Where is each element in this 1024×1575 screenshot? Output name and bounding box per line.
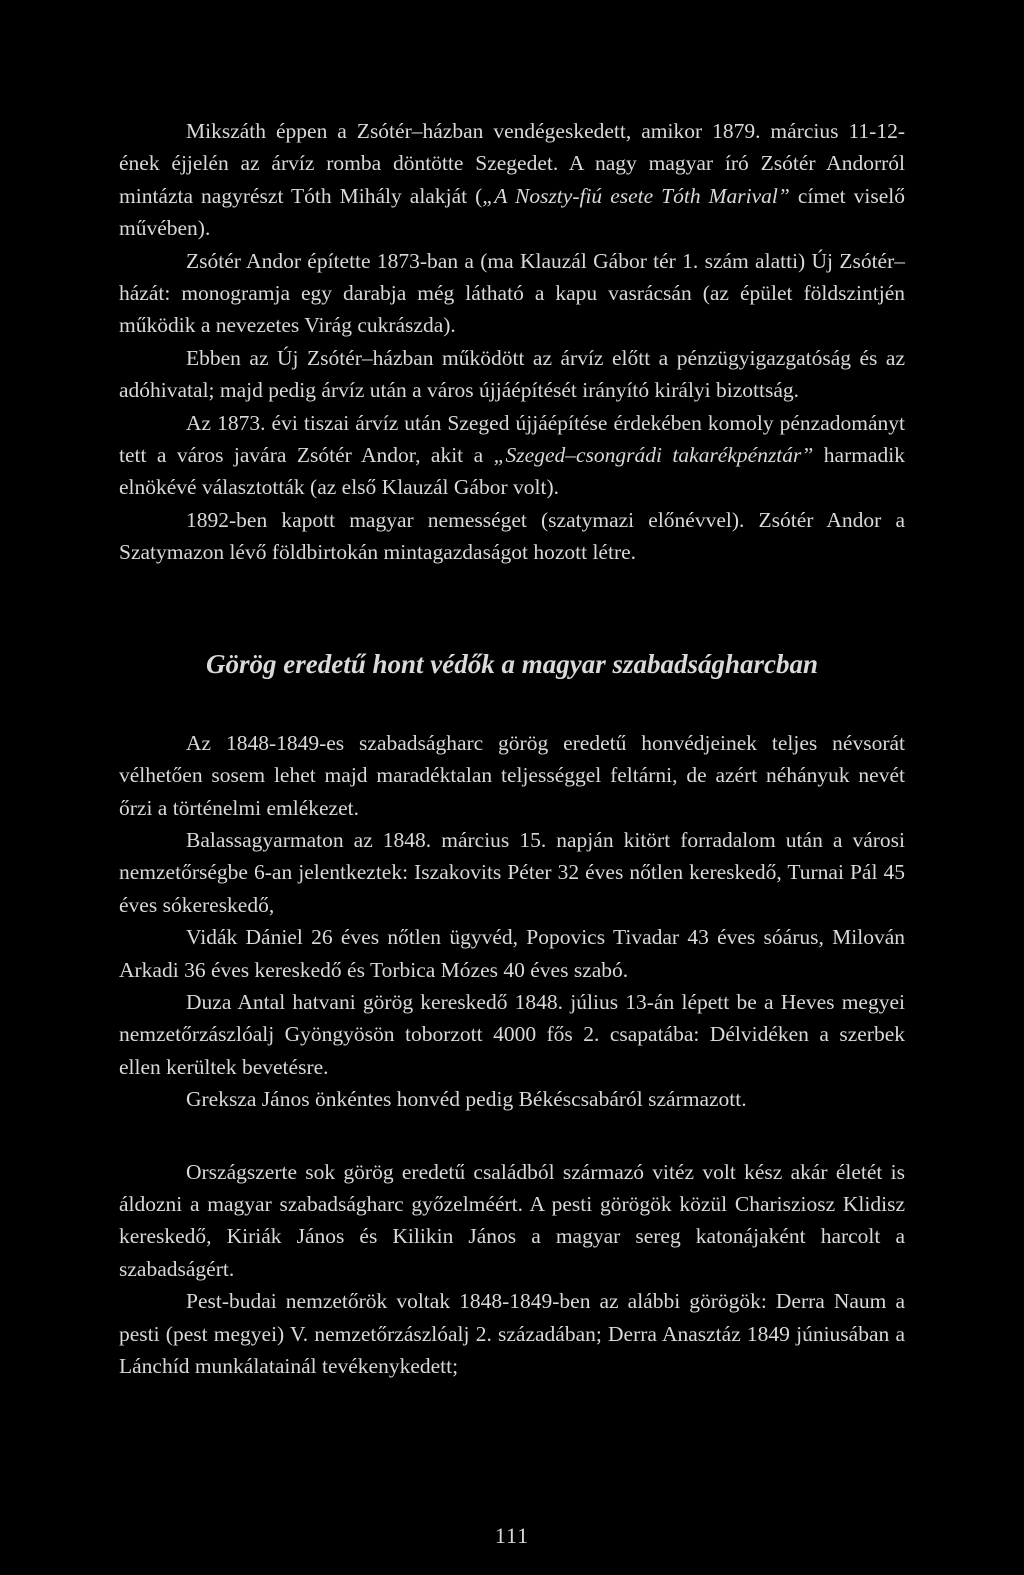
paragraph [119, 115, 905, 245]
page-body [119, 115, 905, 1382]
paragraph: Ebben az Új Zsótér–házban működött az árvíz előtt a pénzügyigazgatóság és az adóhivatal; majd pedig árvíz után a város újjáépítését irányító királyi bizottság. [119, 345, 905, 403]
paragraph: Pest-budai nemzetőrök voltak 1848-1849-ben az alábbi görögök: Derra Naum a pesti (pest megyei) V. nemzetőrzászlóalj 2. századában; Derra Anasztáz 1849 júniusában a Lánchíd munkálatainál tevékenykedett; [119, 1289, 905, 1378]
paragraph-text: Mikszáth éppen a Zsótér–házban vendégeskedett, amikor 1879. március 11-12-ének éjjelén az árvíz romba döntötte Szegedet. A nagy magyar író Zsótér Andorról mintázta nagyrészt Tóth Mihály alakját ( [119, 119, 905, 208]
section-pest-greeks [119, 1156, 905, 1383]
paragraph: Az 1848-1849-es szabadságharc görög eredetű honvédjeinek teljes névsorát vélhetően sosem lehet majd maradéktalan teljességgel feltárni, de azért néhányuk nevét őrzi a történelmi emlékezet. [119, 730, 905, 820]
paragraph: Zsótér Andor építette 1873-ban a (ma Klauzál Gábor tér 1. szám alatti) Új Zsótér–házát: monogramja egy darabja még látható a kapu vasrácsán (az épület földszintjén működik a nevezetes Virág cukrászda). [119, 248, 905, 338]
book-title: „A Noszty-fiú esete Tóth Marival” [482, 183, 790, 208]
paragraph: Greksza János önkéntes honvéd pedig Békéscsabáról származott. [186, 1087, 747, 1112]
section-heading: Görög eredetű hont védők a magyar szabadságharcban [205, 648, 819, 679]
institution-name: „Szeged–csongrádi takarékpénztár” [493, 443, 814, 468]
paragraph-text: harmadik elnökévé választották (az első Klauzál Gábor volt). [119, 443, 905, 500]
page-number: 111 [494, 1523, 530, 1548]
paragraph-text: Az 1873. évi tiszai árvíz után Szeged újjáépítése érdekében komoly pénzadományt tett a város javára Zsótér Andor, akit a [119, 410, 905, 468]
section-gap [119, 1116, 905, 1156]
paragraph: 1892-ben kapott magyar nemességet (szatymazi előnévvel). Zsótér Andor a Szatymazon lévő földbirtokán mintagazdaságot hozott létre. [119, 507, 905, 565]
section-zsoter [119, 115, 905, 569]
paragraph: Vidák Dániel 26 éves nőtlen ügyvéd, Popovics Tivadar 43 éves sóárus, Milován Arkadi 36 éves kereskedő és Torbica Mózes 40 éves szabó. [119, 925, 905, 982]
paragraph: Duza Antal hatvani görög kereskedő 1848. július 13-án lépett be a Heves megyei nemzetőrzászlóalj Gyöngyösön toborzott 4000 fős 2. csapatába: Délvidéken a szerbek ellen kerültek bevetésre. [119, 989, 905, 1079]
paragraph: Balassagyarmaton az 1848. március 15. napján kitört forradalom után a városi nemzetőrségbe 6-an jelentkeztek: Iszakovits Péter 32 éves nőtlen kereskedő, Turnai Pál 45 éves sókereskedő, [119, 827, 905, 917]
paragraph: Országszerte sok görög eredetű családból származó vitéz volt kész akár életét is áldozni a magyar szabadságharc győzelméért. A pesti görögök közül Charisziosz Klidisz kereskedő, Kiriák János és Kilikin János a magyar sereg katonájaként harcolt a szabadságért. [119, 1159, 905, 1281]
paragraph-text: címet viselő művében). [119, 183, 905, 241]
section-greek-soldiers [119, 727, 905, 1116]
paragraph [119, 407, 905, 504]
